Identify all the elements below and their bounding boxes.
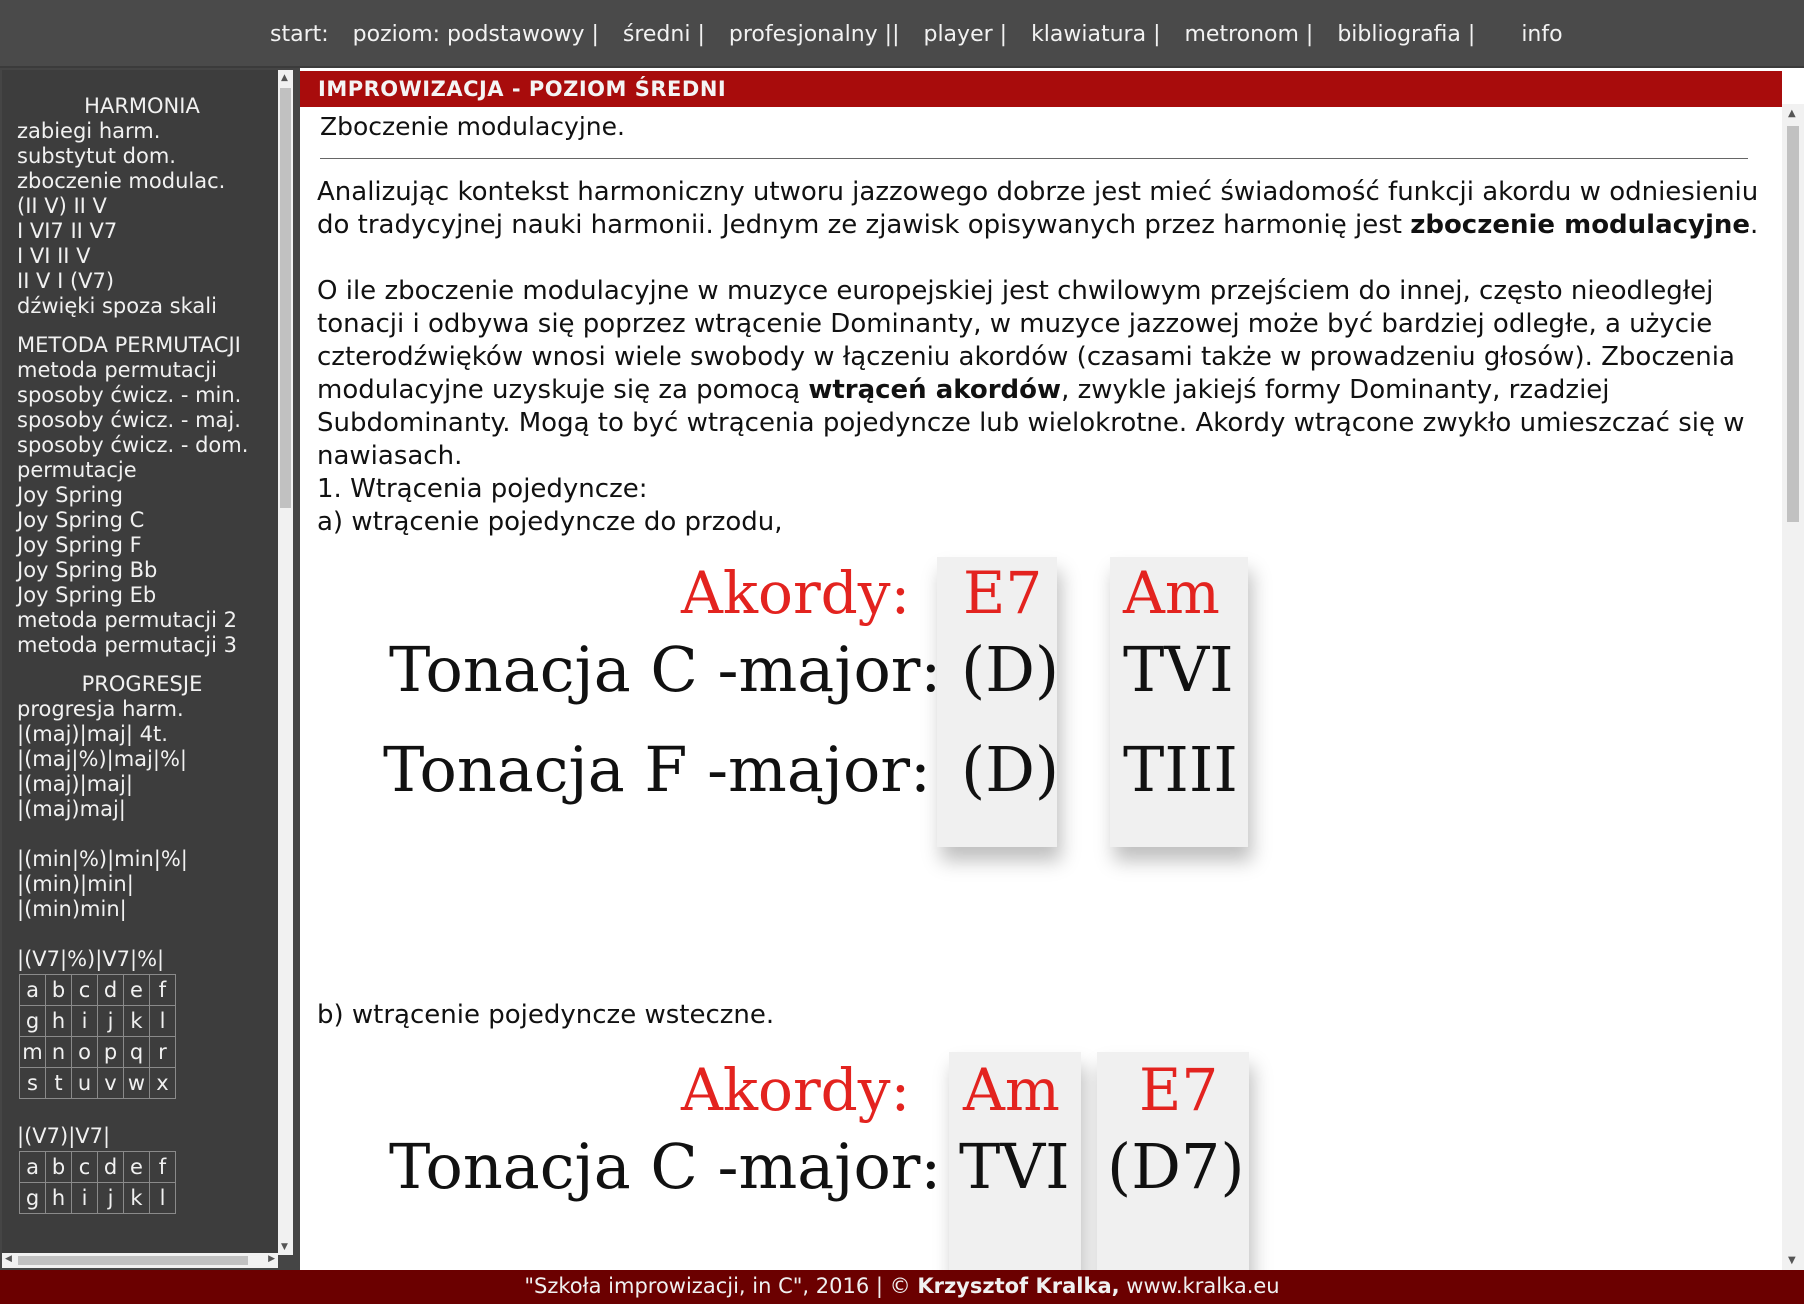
chord-figure-forward [317,539,1777,999]
letter-cell[interactable]: c [72,1152,98,1183]
letter-cell[interactable]: v [98,1068,124,1099]
top-nav-bar [0,0,1804,68]
nav-keyboard[interactable]: klawiatura | [1031,22,1161,47]
scrollbar-thumb[interactable] [280,88,291,508]
nav-player[interactable]: player | [923,22,1008,47]
letter-cell[interactable]: b [46,975,72,1006]
nav-info[interactable]: info [1521,22,1563,47]
sidebar-item[interactable]: |(maj)|maj| [17,772,133,796]
nav-start-label: start: [270,22,329,47]
scroll-up-icon[interactable]: ▲ [281,73,288,83]
letter-cell[interactable]: r [150,1037,176,1068]
sidebar-item[interactable]: zabiegi harm. [17,119,161,143]
key-f-label: Tonacja F -major: [383,733,931,806]
sidebar-item[interactable]: sposoby ćwicz. - maj. [17,408,241,432]
sidebar-item[interactable]: Joy Spring C [17,508,145,532]
chord-figure-backward [317,1032,1777,1270]
v7b-letter-grid [19,1151,176,1214]
chord-symbol: Am [963,1056,1060,1124]
sidebar-item[interactable]: I VI7 II V7 [17,219,118,243]
sidebar-item[interactable]: metoda permutacji [17,358,217,382]
scroll-down-icon[interactable]: ▼ [281,1242,288,1252]
footer [0,1270,1804,1304]
letter-cell[interactable]: e [124,975,150,1006]
letter-cell[interactable]: d [98,975,124,1006]
letter-cell[interactable]: f [150,975,176,1006]
letter-cell[interactable]: q [124,1037,150,1068]
letter-cell[interactable]: l [150,1006,176,1037]
sidebar-item[interactable]: |(min)|min| [17,872,134,896]
letter-cell[interactable]: d [98,1152,124,1183]
sidebar-item[interactable]: metoda permutacji 2 [17,608,237,632]
sidebar-item[interactable]: Joy Spring Bb [17,558,158,582]
letter-cell[interactable]: h [46,1006,72,1037]
letter-cell[interactable]: j [98,1006,124,1037]
text: , zwykle jakiejś formy Dominanty, rzadziej Subdominanty. Mogą to być wtrącenia pojedyncze lub wielokrotne. Akordy wtrącone zwykło umieszczać się w nawiasach. [317,375,1745,471]
text: Analizując kontekst harmoniczny utworu jazzowego dobrze jest mieć świadomość funkcji akordu w odniesieniu do tradycyjnej nauki harmonii. Jednym ze zjawisk opisywanych przez harmonię jest [317,177,1759,240]
text: O ile zboczenie modulacyjne w muzyce europejskiej jest chwilowym przejściem do innej, często nieodległej tonacji i odbywa się poprzez wtrącenie Dominanty, w muzyce jazzowej może być bardziej odległe, a użycie czterodźwięków wnosi wiele swobody w łączeniu akordów (czasami także w prowadzeniu głosów). Zboczenia modulacyjne uzyskuje się za pomocą [317,276,1735,405]
page-title: Zboczenie modulacyjne. [320,112,625,141]
sidebar-item[interactable]: sposoby ćwicz. - dom. [17,433,249,457]
footer-author: Krzysztof Kralka, [917,1274,1120,1298]
chords-label: Akordy: [681,1056,911,1124]
text: . [1750,210,1759,240]
sidebar-item[interactable]: Joy Spring Eb [17,583,157,607]
sidebar-item[interactable]: zboczenie modulac. [17,169,226,193]
letter-cell[interactable]: i [72,1006,98,1037]
sidebar-item[interactable]: progresja harm. [17,697,184,721]
nav-metronome[interactable]: metronom | [1184,22,1314,47]
letter-cell[interactable]: t [46,1068,72,1099]
paragraph-body [317,275,1777,473]
key-c-label: Tonacja C -major: [389,633,942,706]
sidebar-heading-harmonia: HARMONIA [84,94,200,118]
sidebar-v7b-label: |(V7)|V7| [17,1124,111,1148]
list-item-a: a) wtrącenie pojedyncze do przodu, [317,507,783,537]
bold-term: wtrąceń akordów [808,375,1062,405]
sidebar-item[interactable]: I VI II V [17,244,91,268]
scroll-up-icon[interactable]: ▲ [1788,108,1796,119]
sidebar-horizontal-scrollbar[interactable] [2,1253,278,1268]
article [317,176,1777,1270]
function-symbol: TVI [1123,633,1234,706]
letter-cell[interactable]: f [150,1152,176,1183]
scroll-left-icon[interactable]: ◀ [5,1254,12,1264]
letter-cell[interactable]: e [124,1152,150,1183]
paragraph-intro [317,176,1777,242]
chord-symbol: Am [1123,559,1220,627]
sidebar-menu [17,94,267,1214]
letter-cell[interactable]: l [150,1183,176,1214]
sidebar-item[interactable]: Joy Spring [17,483,123,507]
letter-cell[interactable]: p [98,1037,124,1068]
sidebar-heading-progresje: PROGRESJE [81,672,203,696]
function-symbol: TIII [1123,733,1238,806]
sidebar-item[interactable]: Joy Spring F [17,533,142,557]
main-content [300,68,1804,1270]
main-vertical-scrollbar[interactable] [1782,104,1804,1270]
letter-cell[interactable]: k [124,1183,150,1214]
nav-bibliography[interactable]: bibliografia | [1337,22,1476,47]
sidebar-vertical-scrollbar[interactable] [278,70,293,1255]
top-nav [270,22,1563,47]
letter-cell[interactable]: a [20,1152,46,1183]
letter-cell[interactable]: c [72,975,98,1006]
chord-symbol: E7 [963,559,1043,627]
v7-letter-grid [19,974,176,1099]
function-symbol: (D7) [1107,1130,1245,1203]
bold-term: zboczenie modulacyjne [1410,210,1751,240]
letter-cell[interactable]: u [72,1068,98,1099]
sidebar-item[interactable]: permutacje [17,458,137,482]
sidebar-item[interactable]: |(maj|%)|maj|%| [17,747,187,771]
letter-cell[interactable]: o [72,1037,98,1068]
footer-url[interactable]: www.kralka.eu [1119,1274,1280,1298]
scrollbar-thumb[interactable] [18,1256,248,1265]
letter-cell[interactable]: w [124,1068,150,1099]
sidebar-item[interactable]: sposoby ćwicz. - min. [17,383,242,407]
letter-cell[interactable]: n [46,1037,72,1068]
sidebar-item[interactable]: (II V) II V [17,194,107,218]
sidebar-item[interactable]: dźwięki spoza skali [17,294,217,318]
scroll-right-icon[interactable]: ▶ [268,1254,275,1264]
sidebar-heading-metoda: METODA PERMUTACJI [17,333,241,357]
letter-cell[interactable]: k [124,1006,150,1037]
function-symbol: (D) [961,633,1060,706]
letter-cell[interactable]: s [20,1068,46,1099]
list-item-b: b) wtrącenie pojedyncze wsteczne. [317,1000,775,1030]
section-header: IMPROWIZACJA - POZIOM ŚREDNI [300,71,1782,107]
nav-level-professional[interactable]: profesjonalny || [728,22,900,47]
chord-symbol: E7 [1139,1056,1219,1124]
letter-cell[interactable]: j [98,1183,124,1214]
letter-cell[interactable]: g [20,1183,46,1214]
sidebar-item[interactable]: |(maj)|maj| 4t. [17,722,168,746]
sidebar-item[interactable]: |(maj)maj| [17,797,126,821]
sidebar-item[interactable]: II V I (V7) [17,269,115,293]
function-symbol: TVI [959,1130,1070,1203]
key-c-label: Tonacja C -major: [389,1130,942,1203]
footer-text: "Szkoła improwizacji, in C", 2016 | © [524,1274,918,1298]
scroll-down-icon[interactable]: ▼ [1788,1255,1796,1266]
function-symbol: (D) [961,733,1060,806]
letter-cell[interactable]: h [46,1183,72,1214]
chords-label: Akordy: [681,559,911,627]
nav-level-intermediate[interactable]: średni | [622,22,705,47]
scrollbar-thumb[interactable] [1787,126,1799,522]
sidebar-item[interactable]: |(min)min| [17,897,127,921]
sidebar-v7-label: |(V7|%)|V7|%| [17,947,165,971]
sidebar-item[interactable]: substytut dom. [17,144,176,168]
sidebar [0,68,300,1270]
list-heading: 1. Wtrącenia pojedyncze: [317,474,648,504]
letter-cell[interactable]: x [150,1068,176,1099]
letter-cell[interactable]: g [20,1006,46,1037]
divider [320,158,1748,159]
nav-level-basic[interactable]: poziom: podstawowy | [352,22,599,47]
sidebar-item[interactable]: metoda permutacji 3 [17,633,237,657]
letter-cell[interactable]: a [20,975,46,1006]
sidebar-item[interactable]: |(min|%)|min|%| [17,847,188,871]
letter-cell[interactable]: i [72,1183,98,1214]
letter-cell[interactable]: b [46,1152,72,1183]
letter-cell[interactable]: m [20,1037,46,1068]
sidebar-panel [2,70,278,1255]
